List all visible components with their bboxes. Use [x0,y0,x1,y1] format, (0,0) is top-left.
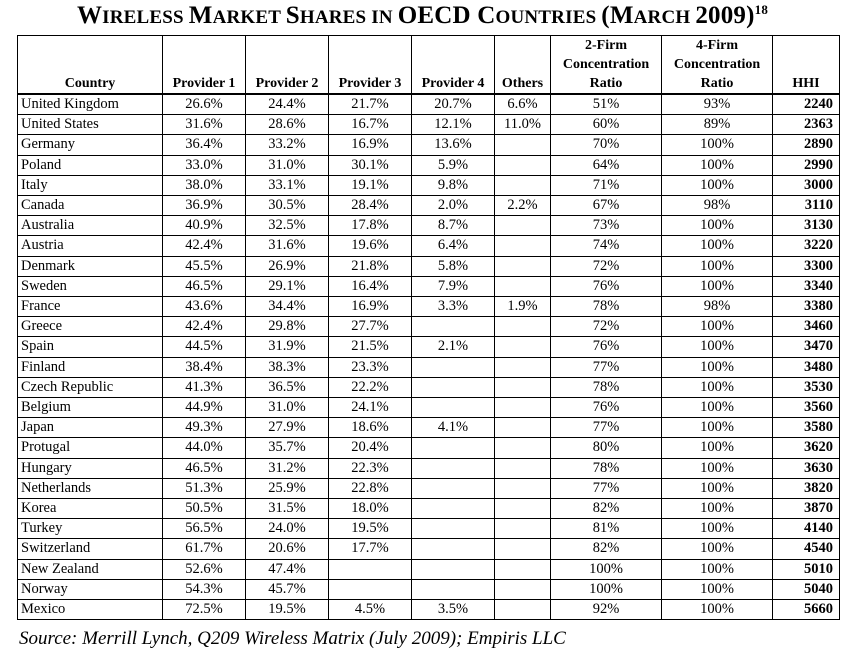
cell-provider-1: 49.3% [163,418,246,438]
table-row [18,337,840,357]
cell-4-firm-ratio: 100% [662,499,773,519]
cell-country: Korea [18,499,163,519]
cell-country: Mexico [18,600,163,620]
header-provider-4: Provider 4 [412,36,495,95]
cell-provider-1: 44.5% [163,337,246,357]
cell-provider-4: 5.8% [412,256,495,276]
cell-2-firm-ratio: 80% [551,438,662,458]
cell-country: Turkey [18,519,163,539]
cell-country: Greece [18,317,163,337]
table-row [18,418,840,438]
cell-provider-3: 22.3% [329,458,412,478]
cell-hhi: 3380 [773,297,840,317]
cell-provider-1: 36.4% [163,135,246,155]
cell-provider-4 [412,357,495,377]
cell-provider-4 [412,499,495,519]
cell-4-firm-ratio: 100% [662,357,773,377]
cell-provider-3: 22.2% [329,377,412,397]
cell-4-firm-ratio: 100% [662,519,773,539]
header-2-firm-ratio: 2-Firm Concentration Ratio [551,36,662,95]
table-row [18,317,840,337]
cell-2-firm-ratio: 78% [551,377,662,397]
cell-provider-3: 19.6% [329,236,412,256]
cell-provider-4: 3.3% [412,297,495,317]
cell-country: Czech Republic [18,377,163,397]
cell-others [495,438,551,458]
cell-provider-2: 19.5% [246,600,329,620]
table-row [18,559,840,579]
cell-country: Norway [18,579,163,599]
cell-hhi: 3470 [773,337,840,357]
cell-2-firm-ratio: 81% [551,519,662,539]
cell-provider-4 [412,438,495,458]
table-row [18,115,840,135]
header-row [18,36,840,95]
cell-others [495,236,551,256]
header-others: Others [495,36,551,95]
title-part-4-big: (M [601,2,634,29]
cell-provider-3: 21.8% [329,256,412,276]
cell-provider-2: 28.6% [246,115,329,135]
cell-others [495,398,551,418]
cell-provider-2: 47.4% [246,559,329,579]
cell-4-firm-ratio: 100% [662,559,773,579]
cell-2-firm-ratio: 77% [551,357,662,377]
cell-provider-1: 54.3% [163,579,246,599]
cell-provider-2: 30.5% [246,196,329,216]
cell-2-firm-ratio: 76% [551,276,662,296]
cell-2-firm-ratio: 76% [551,398,662,418]
cell-provider-1: 45.5% [163,256,246,276]
cell-4-firm-ratio: 100% [662,337,773,357]
cell-provider-1: 33.0% [163,155,246,175]
cell-provider-3 [329,579,412,599]
cell-hhi: 2890 [773,135,840,155]
cell-4-firm-ratio: 98% [662,196,773,216]
table-row [18,175,840,195]
cell-provider-3: 19.5% [329,519,412,539]
cell-provider-3: 19.1% [329,175,412,195]
cell-provider-1: 36.9% [163,196,246,216]
cell-hhi: 2990 [773,155,840,175]
cell-provider-4: 4.1% [412,418,495,438]
cell-country: Denmark [18,256,163,276]
cell-provider-2: 33.1% [246,175,329,195]
cell-provider-3: 17.8% [329,216,412,236]
table-row [18,377,840,397]
cell-provider-4 [412,398,495,418]
cell-hhi: 3480 [773,357,840,377]
cell-others [495,600,551,620]
cell-others: 2.2% [495,196,551,216]
header-hhi: HHI [773,36,840,95]
cell-others [495,317,551,337]
cell-hhi: 3530 [773,377,840,397]
table-row [18,297,840,317]
cell-others [495,256,551,276]
cell-2-firm-ratio: 73% [551,216,662,236]
cell-provider-1: 44.9% [163,398,246,418]
cell-hhi: 5040 [773,579,840,599]
header-country: Country [18,36,163,95]
cell-provider-3: 22.8% [329,478,412,498]
cell-4-firm-ratio: 100% [662,317,773,337]
cell-country: Austria [18,236,163,256]
cell-provider-4 [412,539,495,559]
cell-2-firm-ratio: 72% [551,256,662,276]
cell-4-firm-ratio: 89% [662,115,773,135]
cell-4-firm-ratio: 100% [662,256,773,276]
title-part-3-small: OUNTRIES [495,7,602,28]
cell-4-firm-ratio: 100% [662,539,773,559]
cell-country: Spain [18,337,163,357]
cell-2-firm-ratio: 77% [551,478,662,498]
cell-provider-3: 16.4% [329,276,412,296]
cell-2-firm-ratio: 76% [551,337,662,357]
cell-others [495,155,551,175]
table-body [18,94,840,620]
title-part-5-big: 2009) [695,2,755,29]
table-row [18,398,840,418]
cell-provider-2: 32.5% [246,216,329,236]
cell-country: Italy [18,175,163,195]
cell-provider-4 [412,579,495,599]
cell-provider-2: 25.9% [246,478,329,498]
header-4-firm-ratio: 4-Firm Concentration Ratio [662,36,773,95]
cell-hhi: 3110 [773,196,840,216]
header-provider-1: Provider 1 [163,36,246,95]
cell-country: Switzerland [18,539,163,559]
cell-others [495,216,551,236]
cell-provider-3: 4.5% [329,600,412,620]
table-row [18,478,840,498]
cell-2-firm-ratio: 78% [551,458,662,478]
cell-others [495,135,551,155]
cell-others [495,418,551,438]
cell-2-firm-ratio: 100% [551,579,662,599]
cell-provider-4: 7.9% [412,276,495,296]
cell-2-firm-ratio: 82% [551,499,662,519]
cell-provider-1: 31.6% [163,115,246,135]
cell-provider-4: 6.4% [412,236,495,256]
cell-hhi: 3630 [773,458,840,478]
cell-hhi: 4540 [773,539,840,559]
cell-hhi: 3620 [773,438,840,458]
table-title [0,2,845,30]
cell-provider-4 [412,559,495,579]
cell-provider-4: 2.1% [412,337,495,357]
cell-country: United Kingdom [18,94,163,115]
cell-provider-2: 31.6% [246,236,329,256]
cell-others [495,478,551,498]
cell-provider-4 [412,377,495,397]
title-part-2-big: S [285,2,300,29]
cell-hhi: 3340 [773,276,840,296]
cell-provider-1: 51.3% [163,478,246,498]
cell-4-firm-ratio: 100% [662,398,773,418]
cell-country: France [18,297,163,317]
source-note: Source: Merrill Lynch, Q209 Wireless Matrix (July 2009); Empiris LLC [19,628,566,649]
cell-provider-3: 24.1% [329,398,412,418]
cell-provider-3: 21.7% [329,94,412,115]
cell-country: Poland [18,155,163,175]
cell-provider-4 [412,519,495,539]
cell-provider-2: 38.3% [246,357,329,377]
cell-others: 1.9% [495,297,551,317]
cell-hhi: 3460 [773,317,840,337]
title-part-0-small: IRELESS [102,7,189,28]
cell-provider-2: 45.7% [246,579,329,599]
table-row [18,94,840,115]
cell-country: Germany [18,135,163,155]
cell-hhi: 3560 [773,398,840,418]
cell-others [495,377,551,397]
cell-provider-3: 18.0% [329,499,412,519]
cell-4-firm-ratio: 100% [662,236,773,256]
cell-provider-1: 41.3% [163,377,246,397]
cell-others [495,357,551,377]
cell-hhi: 3870 [773,499,840,519]
cell-2-firm-ratio: 77% [551,418,662,438]
cell-4-firm-ratio: 93% [662,94,773,115]
cell-provider-1: 56.5% [163,519,246,539]
cell-provider-2: 31.2% [246,458,329,478]
cell-others [495,579,551,599]
cell-others: 6.6% [495,94,551,115]
cell-provider-2: 31.0% [246,398,329,418]
title-part-3-big: OECD C [397,2,496,29]
cell-2-firm-ratio: 78% [551,297,662,317]
cell-provider-1: 42.4% [163,317,246,337]
cell-4-firm-ratio: 98% [662,297,773,317]
cell-country: Protugal [18,438,163,458]
cell-others [495,539,551,559]
title-part-0-big: W [76,2,103,29]
cell-others [495,559,551,579]
cell-hhi: 3820 [773,478,840,498]
cell-hhi: 5660 [773,600,840,620]
cell-provider-1: 44.0% [163,438,246,458]
cell-others [495,175,551,195]
cell-2-firm-ratio: 74% [551,236,662,256]
cell-country: Hungary [18,458,163,478]
cell-4-firm-ratio: 100% [662,600,773,620]
cell-provider-2: 20.6% [246,539,329,559]
cell-4-firm-ratio: 100% [662,418,773,438]
cell-2-firm-ratio: 67% [551,196,662,216]
cell-hhi: 3000 [773,175,840,195]
cell-4-firm-ratio: 100% [662,155,773,175]
table-row [18,438,840,458]
cell-provider-3: 18.6% [329,418,412,438]
cell-provider-3: 30.1% [329,155,412,175]
cell-country: New Zealand [18,559,163,579]
cell-provider-1: 50.5% [163,499,246,519]
cell-provider-1: 26.6% [163,94,246,115]
cell-provider-2: 29.8% [246,317,329,337]
cell-provider-1: 46.5% [163,458,246,478]
title-part-2-small: HARES IN [299,7,398,28]
cell-provider-1: 43.6% [163,297,246,317]
cell-provider-2: 24.4% [246,94,329,115]
cell-provider-2: 33.2% [246,135,329,155]
cell-provider-3 [329,559,412,579]
cell-provider-3: 16.9% [329,297,412,317]
table-row [18,155,840,175]
title-footnote-marker: 18 [754,2,769,17]
cell-2-firm-ratio: 60% [551,115,662,135]
cell-provider-3: 17.7% [329,539,412,559]
cell-provider-1: 42.4% [163,236,246,256]
table-row [18,256,840,276]
cell-provider-4: 5.9% [412,155,495,175]
market-share-table [17,35,840,620]
table-row [18,216,840,236]
title-part-4-small: ARCH [633,7,696,28]
cell-others [495,458,551,478]
table-row [18,519,840,539]
cell-others [495,276,551,296]
cell-hhi: 3300 [773,256,840,276]
cell-provider-3: 27.7% [329,317,412,337]
cell-others [495,499,551,519]
cell-provider-1: 38.0% [163,175,246,195]
cell-provider-4: 2.0% [412,196,495,216]
cell-provider-2: 26.9% [246,256,329,276]
cell-provider-3: 21.5% [329,337,412,357]
cell-hhi: 3220 [773,236,840,256]
cell-provider-2: 36.5% [246,377,329,397]
cell-2-firm-ratio: 51% [551,94,662,115]
cell-provider-2: 27.9% [246,418,329,438]
table-row [18,196,840,216]
cell-country: Canada [18,196,163,216]
cell-hhi: 3130 [773,216,840,236]
header-provider-3: Provider 3 [329,36,412,95]
cell-country: Netherlands [18,478,163,498]
cell-hhi: 5010 [773,559,840,579]
cell-provider-2: 24.0% [246,519,329,539]
cell-provider-4: 20.7% [412,94,495,115]
cell-4-firm-ratio: 100% [662,579,773,599]
cell-hhi: 2240 [773,94,840,115]
cell-provider-2: 35.7% [246,438,329,458]
cell-2-firm-ratio: 71% [551,175,662,195]
cell-4-firm-ratio: 100% [662,216,773,236]
cell-provider-3: 16.7% [329,115,412,135]
cell-provider-3: 16.9% [329,135,412,155]
cell-provider-2: 29.1% [246,276,329,296]
cell-country: Sweden [18,276,163,296]
cell-provider-2: 31.9% [246,337,329,357]
cell-provider-1: 46.5% [163,276,246,296]
cell-country: Australia [18,216,163,236]
cell-hhi: 4140 [773,519,840,539]
cell-provider-4 [412,478,495,498]
title-part-1-small: ARKET [212,7,286,28]
table-row [18,276,840,296]
cell-4-firm-ratio: 100% [662,135,773,155]
cell-provider-2: 31.5% [246,499,329,519]
table-row [18,458,840,478]
cell-4-firm-ratio: 100% [662,438,773,458]
cell-provider-3: 20.4% [329,438,412,458]
cell-4-firm-ratio: 100% [662,377,773,397]
cell-provider-4: 3.5% [412,600,495,620]
cell-2-firm-ratio: 100% [551,559,662,579]
cell-provider-2: 31.0% [246,155,329,175]
cell-4-firm-ratio: 100% [662,175,773,195]
table-row [18,135,840,155]
table-row [18,579,840,599]
cell-hhi: 2363 [773,115,840,135]
header-provider-2: Provider 2 [246,36,329,95]
title-part-1-big: M [188,2,213,29]
table-row [18,539,840,559]
cell-provider-4: 9.8% [412,175,495,195]
cell-4-firm-ratio: 100% [662,458,773,478]
cell-hhi: 3580 [773,418,840,438]
cell-provider-1: 52.6% [163,559,246,579]
cell-2-firm-ratio: 70% [551,135,662,155]
cell-provider-3: 23.3% [329,357,412,377]
table-row [18,236,840,256]
cell-provider-1: 61.7% [163,539,246,559]
cell-provider-1: 38.4% [163,357,246,377]
cell-country: Japan [18,418,163,438]
cell-4-firm-ratio: 100% [662,276,773,296]
cell-provider-4: 12.1% [412,115,495,135]
cell-provider-1: 72.5% [163,600,246,620]
cell-others [495,519,551,539]
cell-provider-1: 40.9% [163,216,246,236]
cell-2-firm-ratio: 92% [551,600,662,620]
cell-provider-4: 8.7% [412,216,495,236]
cell-provider-4: 13.6% [412,135,495,155]
cell-4-firm-ratio: 100% [662,478,773,498]
table-row [18,600,840,620]
table-row [18,357,840,377]
cell-others: 11.0% [495,115,551,135]
cell-country: Finland [18,357,163,377]
cell-provider-2: 34.4% [246,297,329,317]
cell-country: Belgium [18,398,163,418]
table-row [18,499,840,519]
cell-provider-4 [412,458,495,478]
cell-country: United States [18,115,163,135]
cell-2-firm-ratio: 72% [551,317,662,337]
cell-2-firm-ratio: 82% [551,539,662,559]
cell-2-firm-ratio: 64% [551,155,662,175]
cell-provider-4 [412,317,495,337]
cell-provider-3: 28.4% [329,196,412,216]
cell-others [495,337,551,357]
